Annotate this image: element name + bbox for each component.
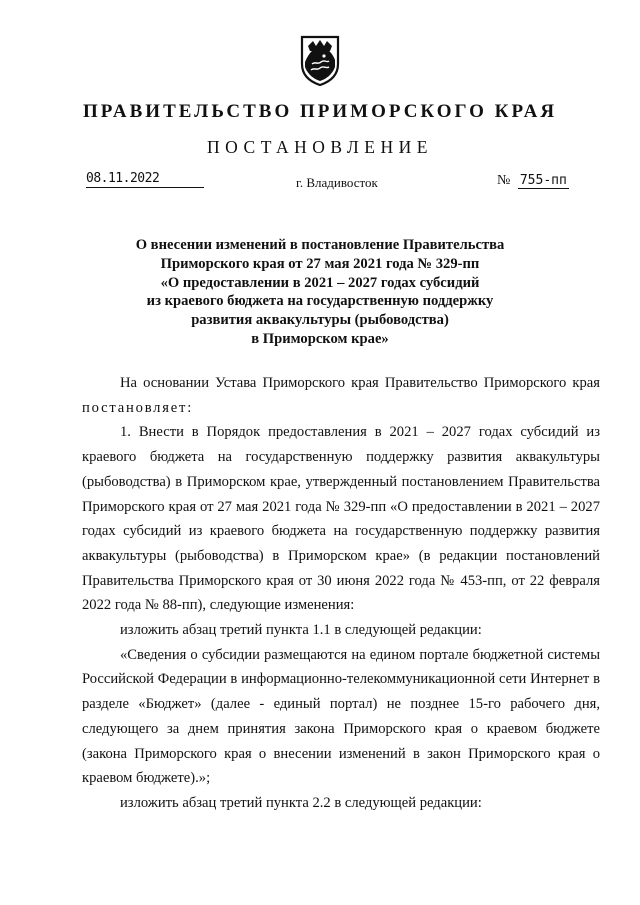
heading-line: в Приморском крае» bbox=[251, 330, 389, 347]
coat-of-arms-icon bbox=[299, 34, 341, 86]
document-heading bbox=[110, 236, 530, 349]
document-type: ПОСТАНОВЛЕНИЕ bbox=[207, 137, 433, 157]
heading-line: Приморского края от 27 мая 2021 года № 329-пп bbox=[160, 255, 480, 272]
document-date: 08.11.2022 bbox=[86, 171, 204, 188]
heading-line: из краевого бюджета на государственную поддержку bbox=[146, 293, 494, 310]
heading-line: «О предоставлении в 2021 – 2027 годах субсидий bbox=[160, 274, 480, 291]
document-city: г. Владивосток bbox=[296, 175, 378, 190]
item-1-instruction-a: изложить абзац третий пункта 1.1 в следующей редакции: bbox=[120, 622, 482, 639]
item-1-instruction-b: изложить абзац третий пункта 2.2 в следующей редакции: bbox=[120, 794, 482, 811]
intro-verb: постановляет: bbox=[82, 399, 194, 416]
document-number: 755-пп bbox=[519, 173, 567, 188]
government-name: ПРАВИТЕЛЬСТВО ПРИМОРСКОГО КРАЯ bbox=[82, 101, 558, 122]
item-1-paragraph: 1. Внести в Порядок предоставления в 2021 – 2027 годах субсидий из краевого бюджета на государственную поддержку развития аквакультуры (рыбоводства) в Приморском крае, утвержденный постановлением Правительства Приморского края от 27 мая 2021 года № 329-пп «О предоставлении в 2021 – 2027 годах субсидий из краевого бюджета на государственную поддержку развития аквакультуры (рыбоводства) в Приморском крае» (в редакции постановлений Правительства Приморского края от 30 июня 2022 года № 453-пп, от 22 февраля 2022 года № 88-пп), следующие изменения: bbox=[82, 424, 600, 614]
intro-paragraph bbox=[82, 371, 600, 420]
quoted-text-1-1: «Сведения о субсидии размещаются на едином портале бюджетной системы Российской Федерации в информационно-телекоммуникационной сети Интернет в разделе «Бюджет» (далее - единый портал) не позднее 15-го рабочего дня, следующего за днем принятия закона Приморского края о краевом бюджете (закона Приморского края о внесении изменений в закон Приморского края о краевом бюджете).»; bbox=[82, 646, 600, 787]
heading-line: О внесении изменений в постановление Правительства bbox=[135, 237, 505, 253]
document-number-block bbox=[497, 173, 569, 189]
heading-line: развития аквакультуры (рыбоводства) bbox=[191, 312, 449, 329]
intro-text: На основании Устава Приморского края Правительство Приморского края bbox=[120, 375, 600, 391]
number-label: № bbox=[497, 173, 511, 188]
document-body bbox=[82, 371, 600, 816]
